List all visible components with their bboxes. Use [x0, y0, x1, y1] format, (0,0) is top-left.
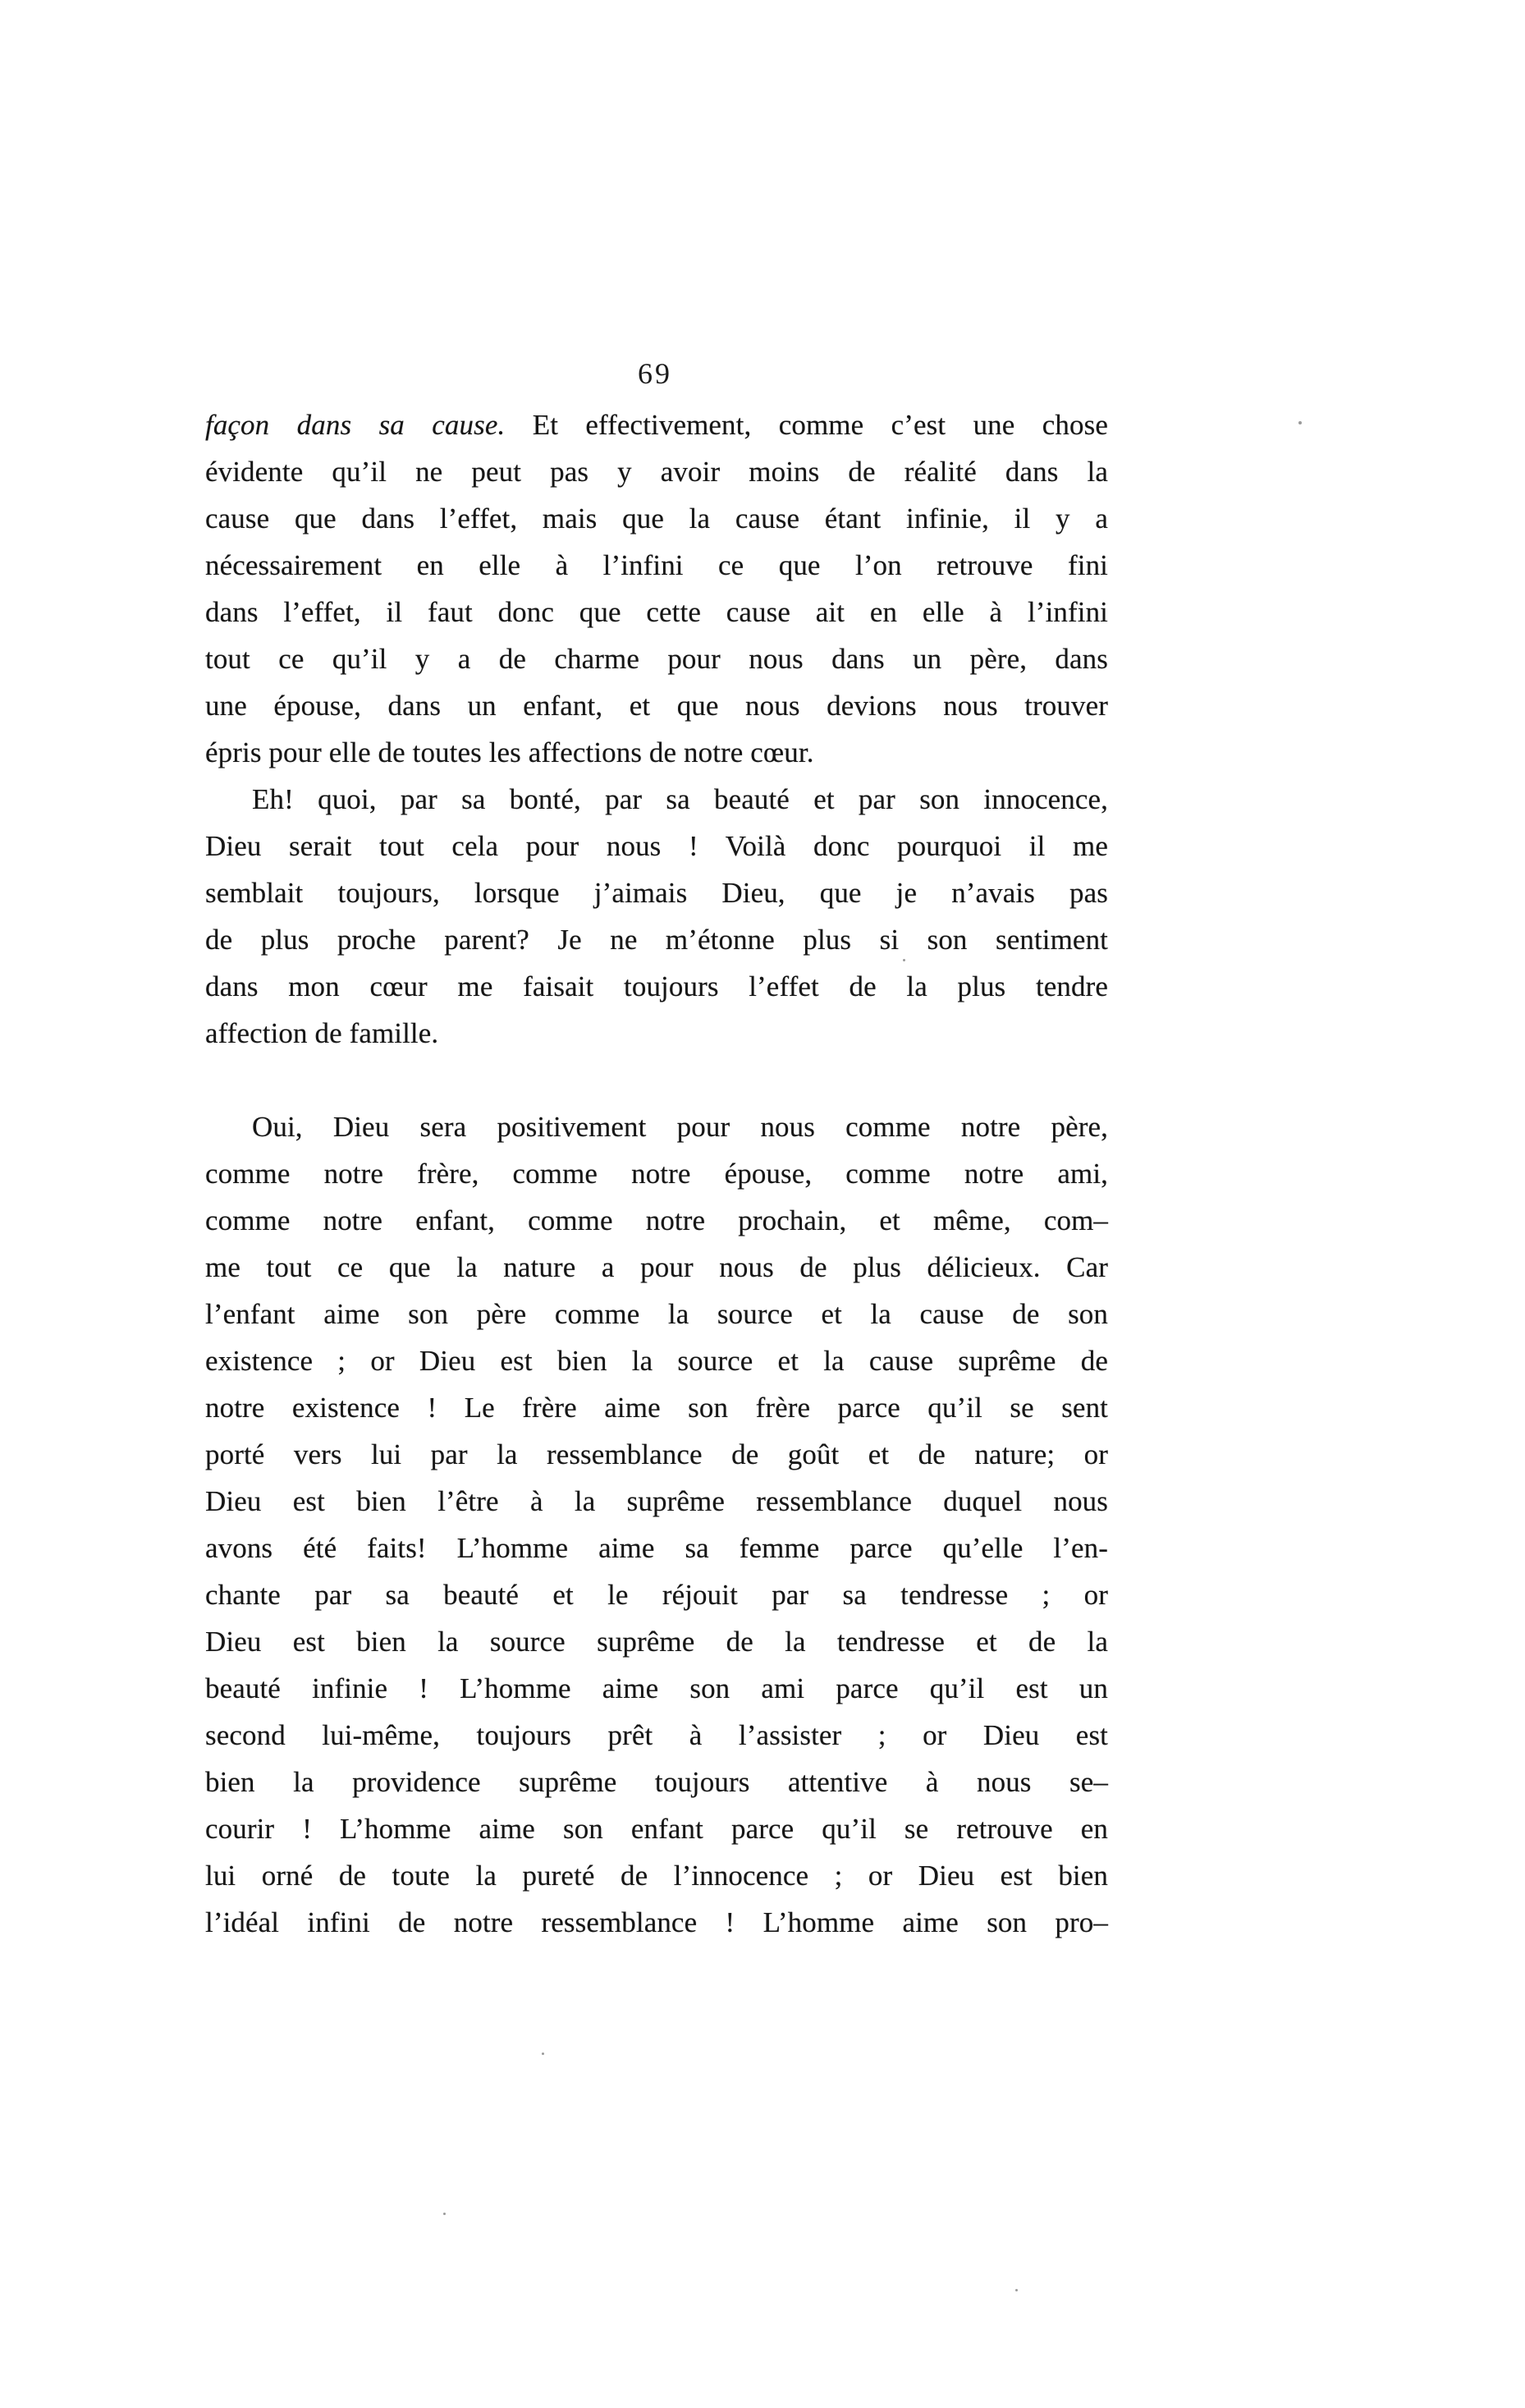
text-line: bien la providence suprême toujours attentive à nous se–	[205, 1766, 1108, 1798]
text-line: existence ; or Dieu est bien la source et la cause suprême de	[205, 1345, 1108, 1377]
text-line: Oui, Dieu sera positivement pour nous comme notre père,	[252, 1111, 1108, 1143]
text-line: cause que dans l’effet, mais que la cause étant infinie, il y a	[205, 502, 1108, 534]
text-line: avons été faits! L’homme aime sa femme parce qu’elle l’en-	[205, 1532, 1108, 1564]
paragraph-3	[205, 1103, 1108, 1946]
text-line: comme notre enfant, comme notre prochain, et même, com–	[205, 1204, 1108, 1236]
text-line: une épouse, dans un enfant, et que nous devions nous trouver	[205, 690, 1108, 722]
text-line: de plus proche parent? Je ne m’étonne plus si son sentiment	[205, 924, 1108, 956]
text-line: Eh! quoi, par sa bonté, par sa beauté et par son innocence,	[252, 783, 1108, 815]
text-line: comme notre frère, comme notre épouse, comme notre ami,	[205, 1158, 1108, 1190]
lead-rest-text: Et effectivement, comme c’est une chose	[505, 409, 1108, 441]
paragraph-continuation	[205, 401, 1108, 776]
page-text-block	[205, 401, 1108, 1946]
page-number: 69	[638, 357, 672, 390]
text-line: beauté infinie ! L’homme aime son ami parce qu’il est un	[205, 1672, 1108, 1704]
text-line: l’idéal infini de notre ressemblance ! L’homme aime son pro–	[205, 1906, 1108, 1938]
text-line: Dieu serait tout cela pour nous ! Voilà donc pourquoi il me	[205, 830, 1108, 862]
text-line: semblait toujours, lorsque j’aimais Dieu, que je n’avais pas	[205, 877, 1108, 909]
text-line: évidente qu’il ne peut pas y avoir moins de réalité dans la	[205, 456, 1108, 488]
text-line: tout ce qu’il y a de charme pour nous dans un père, dans	[205, 643, 1108, 675]
text-line: second lui-même, toujours prêt à l’assister ; or Dieu est	[205, 1719, 1108, 1751]
text-line: dans mon cœur me faisait toujours l’effet de la plus tendre	[205, 970, 1108, 1002]
paragraph-2	[205, 776, 1108, 1057]
text-line: l’enfant aime son père comme la source et la cause de son	[205, 1298, 1108, 1330]
scan-speck	[443, 2213, 446, 2215]
text-line: affection de famille.	[205, 1017, 439, 1049]
text-line: épris pour elle de toutes les affections de notre cœur.	[205, 736, 814, 768]
text-line: dans l’effet, il faut donc que cette cause ait en elle à l’infini	[205, 596, 1108, 628]
text-line: notre existence ! Le frère aime son frère parce qu’il se sent	[205, 1392, 1108, 1424]
scan-speck	[542, 2053, 544, 2055]
text-line: chante par sa beauté et le réjouit par sa tendresse ; or	[205, 1579, 1108, 1611]
text-line: courir ! L’homme aime son enfant parce qu’il se retrouve en	[205, 1813, 1108, 1845]
scan-speck	[1015, 2289, 1018, 2291]
scan-speck	[1298, 421, 1302, 424]
text-line: porté vers lui par la ressemblance de goût et de nature; or	[205, 1438, 1108, 1470]
italic-lead-text: façon dans sa cause.	[205, 409, 506, 441]
text-line: lui orné de toute la pureté de l’innocence ; or Dieu est bien	[205, 1860, 1108, 1892]
text-line	[205, 401, 1108, 448]
text-line: Dieu est bien l’être à la suprême ressemblance duquel nous	[205, 1485, 1108, 1517]
text-line: me tout ce que la nature a pour nous de plus délicieux. Car	[205, 1251, 1108, 1283]
text-line: nécessairement en elle à l’infini ce que l’on retrouve fini	[205, 549, 1108, 581]
scan-speck	[903, 959, 905, 961]
text-line: Dieu est bien la source suprême de la tendresse et de la	[205, 1626, 1108, 1658]
